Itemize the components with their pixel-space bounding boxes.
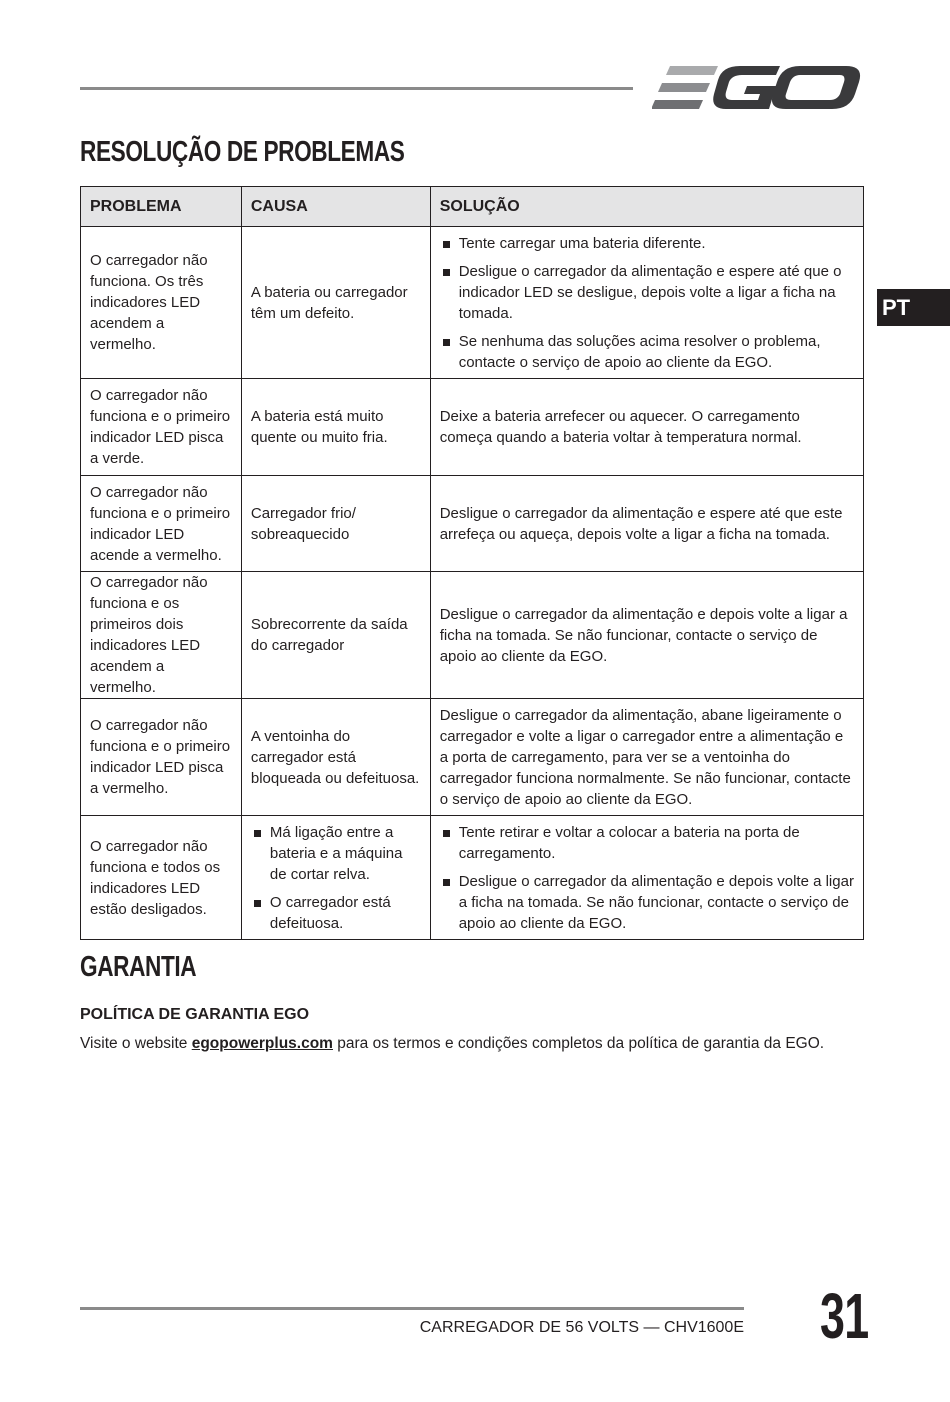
- warranty-text-after: para os termos e condições completos da política de garantia da EGO.: [332, 1035, 825, 1052]
- table-row: [81, 227, 864, 379]
- cause-cell: A bateria está muito quente ou muito fria.: [241, 379, 430, 476]
- table-row: [81, 816, 864, 940]
- warranty-title: GARANTIA: [80, 951, 197, 983]
- troubleshooting-table: [80, 186, 864, 940]
- ego-logo: [652, 64, 862, 112]
- solution-cell: Desligue o carregador da alimentação e espere até que este arrefeça ou aqueça, depois volte a ligar a ficha na tomada.: [430, 476, 863, 572]
- table-header-row: [81, 187, 864, 227]
- list-item: Má ligação entre a bateria e a máquina de cortar relva.: [251, 822, 422, 885]
- solution-cell: [430, 816, 863, 940]
- problem-cell: O carregador não funciona e o primeiro indicador LED pisca a vermelho.: [81, 699, 242, 816]
- cause-cell: A ventoinha do carregador está bloqueada ou defeituosa.: [241, 699, 430, 816]
- list-item: Tente retirar e voltar a colocar a bateria na porta de carregamento.: [440, 822, 855, 864]
- cause-cell: Sobrecorrente da saída do carregador: [241, 572, 430, 699]
- problem-cell: O carregador não funciona e os primeiros dois indicadores LED acendem a vermelho.: [81, 572, 242, 699]
- website-link[interactable]: egopowerplus.com: [191, 1035, 333, 1052]
- cause-cell: A bateria ou carregador têm um defeito.: [241, 227, 430, 379]
- footer-product: CARREGADOR DE 56 VOLTS — CHV1600E: [419, 1319, 744, 1336]
- header-rule: [80, 87, 633, 90]
- solution-cell: Desligue o carregador da alimentação e depois volte a ligar a ficha na tomada. Se não funcionar, contacte o serviço de apoio ao cliente da EGO.: [430, 572, 863, 699]
- table-row: [81, 699, 864, 816]
- solution-cell: Deixe a bateria arrefecer ou aquecer. O carregamento começa quando a bateria voltar à temperatura normal.: [430, 379, 863, 476]
- problem-cell: O carregador não funciona e o primeiro indicador LED acende a vermelho.: [81, 476, 242, 572]
- problem-cell: O carregador não funciona e o primeiro indicador LED pisca a verde.: [81, 379, 242, 476]
- problem-cell: O carregador não funciona. Os três indicadores LED acendem a vermelho.: [81, 227, 242, 379]
- column-header-problem: PROBLEMA: [81, 187, 242, 227]
- footer-rule: [80, 1307, 744, 1310]
- language-tab: PT: [877, 289, 950, 326]
- table-row: [81, 572, 864, 699]
- solution-cell: [430, 227, 863, 379]
- list-item: Se nenhuma das soluções acima resolver o problema, contacte o serviço de apoio ao cliente da EGO.: [440, 331, 855, 373]
- cause-cell: Carregador frio/ sobreaquecido: [241, 476, 430, 572]
- list-item: Desligue o carregador da alimentação e depois volte a ligar a ficha na tomada. Se não funcionar, contacte o serviço de apoio ao cliente da EGO.: [440, 871, 855, 934]
- table-row: [81, 379, 864, 476]
- list-item: Tente carregar uma bateria diferente.: [440, 233, 855, 254]
- problem-cell: O carregador não funciona e todos os indicadores LED estão desligados.: [81, 816, 242, 940]
- list-item: Desligue o carregador da alimentação e espere até que o indicador LED se desligue, depois volte a ligar a ficha na tomada.: [440, 261, 855, 324]
- column-header-cause: CAUSA: [241, 187, 430, 227]
- page-title: RESOLUÇÃO DE PROBLEMAS: [80, 136, 405, 168]
- column-header-solution: SOLUÇÃO: [430, 187, 863, 227]
- list-item: O carregador está defeituosa.: [251, 892, 422, 934]
- solution-cell: Desligue o carregador da alimentação, abane ligeiramente o carregador e volte a ligar o carregador entre a alimentação e a porta de carregamento, para ver se a ventoinha do carregador funciona normalmente. Se não funcionar, contacte o serviço de apoio ao cliente da EGO.: [430, 699, 863, 816]
- warranty-paragraph: [80, 1035, 824, 1053]
- page-number: 31: [820, 1280, 869, 1352]
- cause-cell: [241, 816, 430, 940]
- table-row: [81, 476, 864, 572]
- warranty-text-before: Visite o website: [80, 1035, 192, 1052]
- warranty-subheading: POLÍTICA DE GARANTIA EGO: [80, 1006, 310, 1023]
